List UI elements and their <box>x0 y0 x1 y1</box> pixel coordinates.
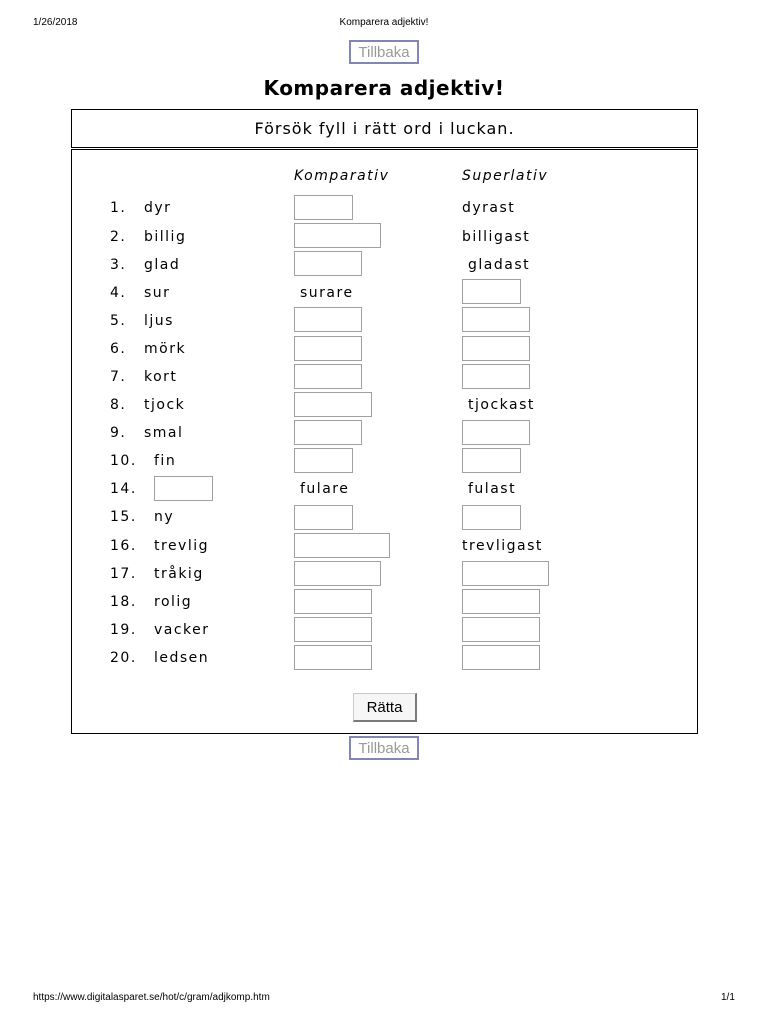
superlative-input[interactable] <box>462 307 530 332</box>
instruction-box <box>71 109 698 148</box>
superlative-given: trevligast <box>462 538 543 554</box>
adjective: rolig <box>154 594 193 610</box>
row-number: 18. <box>110 594 137 610</box>
row-number: 17. <box>110 566 137 582</box>
adjective: kort <box>144 369 178 385</box>
row-number: 7. <box>110 369 127 385</box>
row-number: 15. <box>110 509 137 525</box>
comparative-input[interactable] <box>294 251 362 276</box>
comparative-input[interactable] <box>294 364 362 389</box>
row-number: 14. <box>110 481 137 497</box>
superlative-input[interactable] <box>462 617 540 642</box>
superlative-input[interactable] <box>462 364 530 389</box>
row-number: 6. <box>110 341 127 357</box>
adjective: sur <box>144 285 171 301</box>
row-number: 3. <box>110 257 127 273</box>
print-title: Komparera adjektiv! <box>339 17 429 28</box>
superlative-given: gladast <box>468 257 531 273</box>
adjective: glad <box>144 257 181 273</box>
adjective: fin <box>154 453 177 469</box>
row-number: 8. <box>110 397 127 413</box>
row-number: 4. <box>110 285 127 301</box>
superlative-input[interactable] <box>462 505 521 530</box>
comparative-input[interactable] <box>294 307 362 332</box>
adjective: ny <box>154 509 175 525</box>
superlative-given: fulast <box>468 481 517 497</box>
comparative-input[interactable] <box>294 561 381 586</box>
adjective: tråkig <box>154 566 204 582</box>
comparative-input[interactable] <box>294 420 362 445</box>
superlative-input[interactable] <box>462 561 549 586</box>
comparative-input[interactable] <box>294 223 381 248</box>
adjective: trevlig <box>154 538 210 554</box>
print-url: https://www.digitalasparet.se/hot/c/gram/adjkomp.htm <box>33 992 270 1003</box>
adjective: ljus <box>144 313 174 329</box>
adjective: tjock <box>144 397 186 413</box>
comparative-input[interactable] <box>294 533 390 558</box>
row-number: 1. <box>110 200 127 216</box>
superlative-input[interactable] <box>462 448 521 473</box>
row-number: 19. <box>110 622 137 638</box>
comparative-input[interactable] <box>294 392 372 417</box>
column-header-superlative: Superlativ <box>462 168 549 184</box>
row-number: 10. <box>110 453 137 469</box>
row-number: 9. <box>110 425 127 441</box>
comparative-input[interactable] <box>294 448 353 473</box>
superlative-input[interactable] <box>462 589 540 614</box>
column-header-comparative: Komparativ <box>294 168 390 184</box>
comparative-given: surare <box>300 285 354 301</box>
row-number: 5. <box>110 313 127 329</box>
adjective: dyr <box>144 200 172 216</box>
adjective: billig <box>144 229 187 245</box>
row-number: 20. <box>110 650 137 666</box>
adjective: mörk <box>144 341 187 357</box>
superlative-input[interactable] <box>462 279 521 304</box>
instruction-text: Försök fyll i rätt ord i luckan. <box>254 119 515 138</box>
adjective: ledsen <box>154 650 210 666</box>
comparative-input[interactable] <box>294 617 372 642</box>
back-button-bottom[interactable]: Tillbaka <box>349 736 419 760</box>
superlative-given: dyrast <box>462 200 516 216</box>
back-button-top[interactable]: Tillbaka <box>349 40 419 64</box>
comparative-input[interactable] <box>294 645 372 670</box>
page-title: Komparera adjektiv! <box>263 76 505 100</box>
adjective: smal <box>144 425 184 441</box>
row-number: 2. <box>110 229 127 245</box>
row-number: 16. <box>110 538 137 554</box>
superlative-input[interactable] <box>462 336 530 361</box>
superlative-input[interactable] <box>462 645 540 670</box>
adjective-input[interactable] <box>154 476 213 501</box>
comparative-input[interactable] <box>294 336 362 361</box>
superlative-given: billigast <box>462 229 531 245</box>
print-page-number: 1/1 <box>721 992 735 1003</box>
adjective: vacker <box>154 622 210 638</box>
superlative-input[interactable] <box>462 420 530 445</box>
comparative-input[interactable] <box>294 505 353 530</box>
superlative-given: tjockast <box>468 397 535 413</box>
print-date: 1/26/2018 <box>33 17 78 28</box>
check-answers-button[interactable]: Rätta <box>353 693 417 722</box>
comparative-input[interactable] <box>294 589 372 614</box>
comparative-given: fulare <box>300 481 350 497</box>
comparative-input[interactable] <box>294 195 353 220</box>
